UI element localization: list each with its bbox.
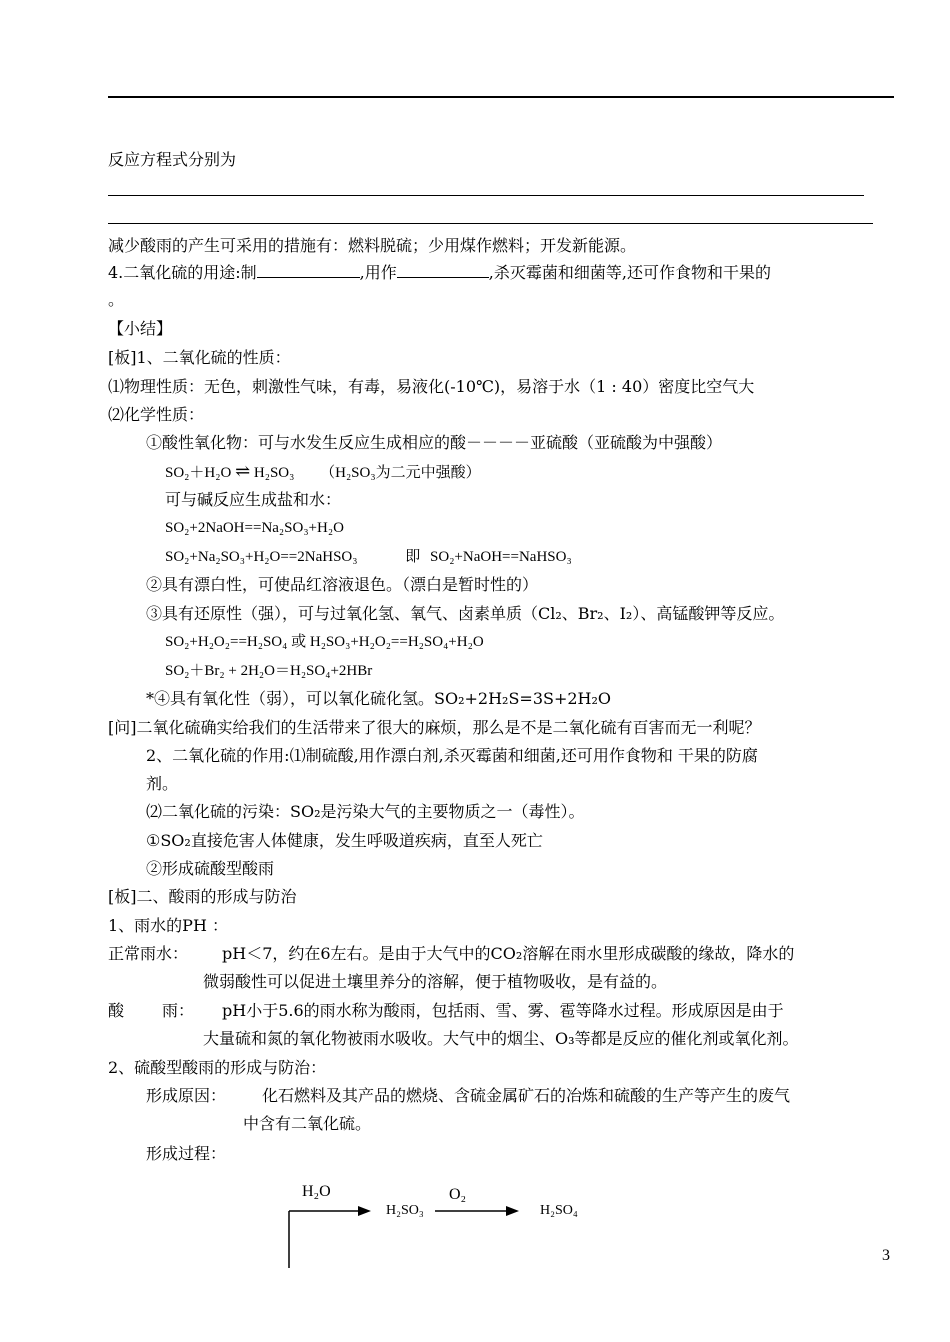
equation-2: SO₂+2NaOH==Na₂SO₃+H₂O — [165, 520, 344, 536]
cause-text-a: 化石燃料及其产品的燃烧、含硫金属矿石的冶炼和硫酸的生产等产生的废气 — [262, 1086, 791, 1105]
eq1-right: H₂SO₃ — [253, 465, 295, 481]
eq3-a: SO₂+Na₂SO₃+H₂O==2NaHSO₃ — [165, 549, 358, 565]
uses-question-cont: 。 — [108, 290, 125, 309]
ph-title: 1、雨水的PH ： — [108, 916, 228, 935]
eq3-ji: 即 — [405, 549, 421, 565]
uses-mid: ,用作 — [359, 263, 397, 282]
diagram-h2so3-label: H₂SO₃ — [386, 1203, 424, 1218]
board-heading-2: [板]二、酸雨的形成与防治 — [108, 887, 297, 906]
board-heading-1: [板]1、二氧化硫的性质： — [108, 348, 291, 367]
pollution-point-1: ①SO₂直接危害人体健康，发生呼吸道疾病，直至人死亡 — [146, 831, 543, 850]
reduce-acid-rain-text: 减少酸雨的产生可采用的措施有：燃料脱硫；少用煤作燃料；开发新能源。 — [108, 236, 637, 255]
chemical-properties-heading: ⑵化学性质： — [108, 405, 205, 424]
cause-label: 形成原因： — [146, 1086, 227, 1105]
acidic-oxide-point: ①酸性氧化物：可与水发生反应生成相应的酸－－－－亚硫酸（亚硫酸为中强酸） — [146, 433, 723, 452]
diagram-h2o-label: H₂O — [302, 1183, 331, 1200]
acid-rain-label-1: 酸 — [108, 1001, 125, 1020]
process-label: 形成过程： — [146, 1144, 227, 1163]
uses-suffix: ,杀灭霉菌和细菌等,还可作食物和干果的 — [488, 263, 771, 282]
intro-text: 反应方程式分别为 — [108, 150, 237, 169]
eq1-note: （H₂SO₃为二元中强酸） — [320, 465, 481, 481]
reducing-point: ③具有还原性（强），可与过氧化氢、氧气、卤素单质（Cl₂、Br₂、I₂）、高锰酸钾等反应。 — [146, 604, 785, 623]
base-reaction-text: 可与碱反应生成盐和水： — [165, 490, 342, 509]
eq3-b: SO₂+NaOH==NaHSO₃ — [430, 549, 572, 565]
question-line: [问]二氧化硫确实给我们的生活带来了很大的麻烦，那么是不是二氧化硫有百害而无一利呢？ — [108, 718, 761, 737]
diagram-h2so4-label: H₂SO₄ — [540, 1203, 578, 1218]
equilibrium-arrow-icon: ⇌ — [235, 461, 251, 481]
bleaching-point: ②具有漂白性，可使品红溶液退色。（漂白是暂时性的） — [146, 575, 539, 594]
so2-uses-line-a: 2、二氧化硫的作用:⑴制硫酸,用作漂白剂,杀灭霉菌和细菌,还可用作食物和 干果的防腐 — [146, 746, 758, 765]
sulfuric-acid-rain-title: 2、硫酸型酸雨的形成与防治： — [108, 1058, 327, 1077]
so2-uses-line-b: 剂。 — [146, 774, 179, 793]
eq1-left: SO₂＋H₂O — [165, 465, 232, 481]
arrowhead-2-icon — [506, 1206, 519, 1216]
normal-rain-text-b: 微弱酸性可以促进土壤里养分的溶解，便于植物吸收，是有益的。 — [203, 972, 668, 991]
uses-prefix: 4.二氧化硫的用途:制 — [108, 263, 257, 282]
pollution-line: ⑵二氧化硫的污染：SO₂是污染大气的主要物质之一（毒性）。 — [146, 802, 585, 821]
normal-rain-text-a: pH＜7，约在6左右。是由于大气中的CO₂溶解在雨水里形成碳酸的缘故，降水的 — [222, 944, 795, 963]
acid-rain-text-a: pH小于5.6的雨水称为酸雨，包括雨、雪、雾、雹等降水过程。形成原因是由于 — [222, 1001, 784, 1020]
cause-text-b: 中含有二氧化硫。 — [243, 1114, 372, 1133]
equation-5: SO₂＋Br₂ + 2H₂O＝H₂SO₄+2HBr — [165, 663, 373, 679]
normal-rain-label: 正常雨水： — [108, 944, 189, 963]
summary-title: 【小结】 — [108, 319, 173, 338]
physical-properties: ⑴物理性质：无色，刺激性气味，有毒，易液化(-10℃)，易溶于水（1 : 40）密度比空气大 — [108, 377, 755, 396]
arrowhead-1-icon — [358, 1206, 371, 1216]
oxidizing-point: *④具有氧化性（弱），可以氧化硫化氢。SO₂+2H₂S=3S+2H₂O — [146, 689, 612, 708]
pollution-point-2: ②形成硫酸型酸雨 — [146, 859, 275, 878]
diagram-o2-label: O₂ — [449, 1186, 467, 1203]
acid-rain-text-b: 大量硫和氮的氧化物被雨水吸收。大气中的烟尘、O₃等都是反应的催化剂或氧化剂。 — [203, 1029, 799, 1048]
equation-4: SO₂+H₂O₂==H₂SO₄ 或 H₂SO₃+H₂O₂==H₂SO₄+H₂O — [165, 634, 484, 650]
page-number: 3 — [882, 1247, 890, 1264]
acid-rain-label-2: 雨： — [162, 1001, 195, 1020]
